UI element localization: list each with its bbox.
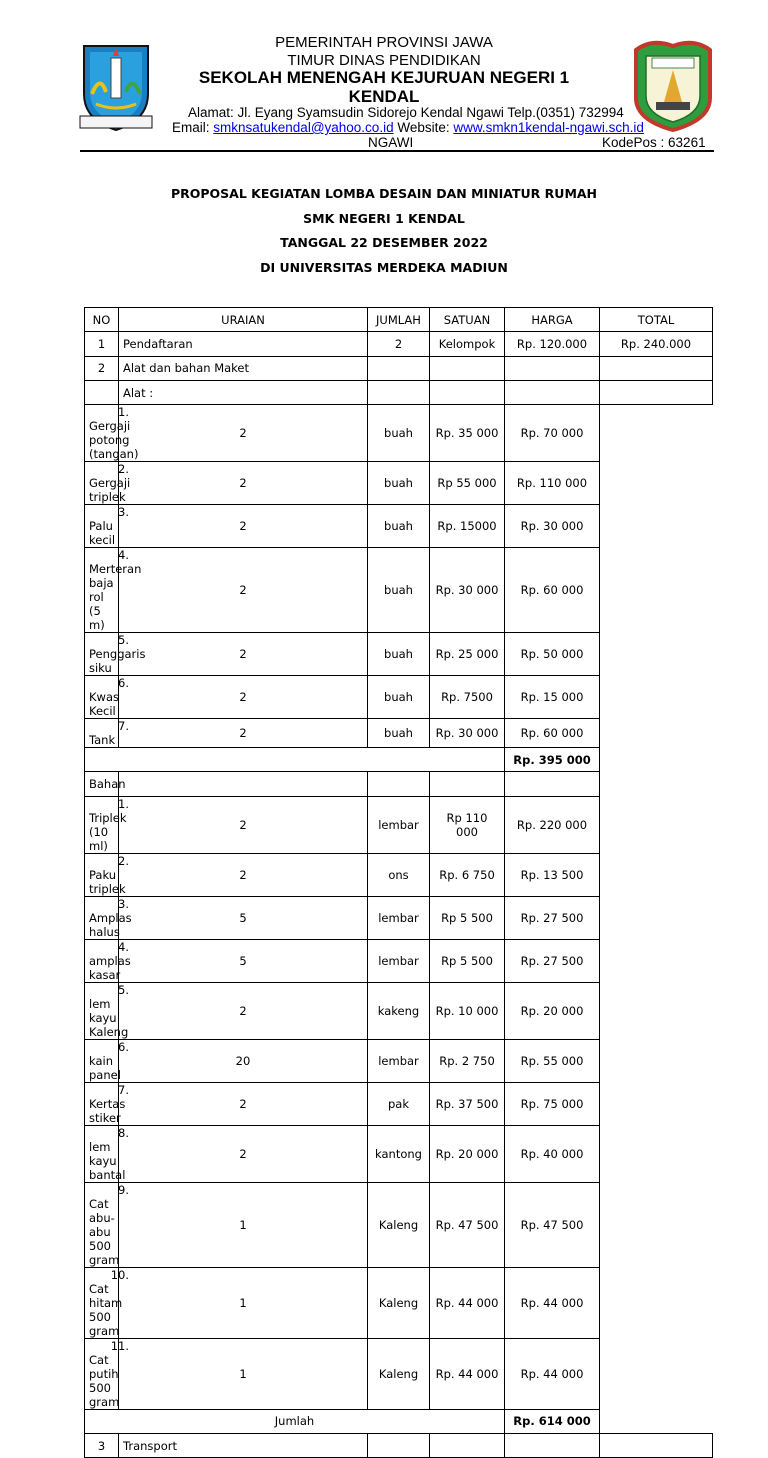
item-jumlah: 1 [119, 1182, 368, 1267]
item-uraian [85, 633, 146, 676]
item-total: Rp. 60 000 [505, 719, 600, 748]
item-jumlah: 2 [119, 548, 368, 633]
item-total: Rp. 15 000 [505, 676, 600, 719]
item-number: 4. [118, 548, 129, 563]
item-satuan: buah [368, 462, 430, 505]
item-uraian [85, 676, 129, 719]
bahan-item-row [85, 896, 713, 939]
item-satuan: buah [368, 719, 430, 748]
table-row [85, 332, 713, 356]
bahan-items [85, 796, 713, 1409]
item-harga: Rp. 44 000 [430, 1338, 505, 1409]
item-jumlah: 2 [119, 796, 368, 853]
item-jumlah: 5 [119, 939, 368, 982]
item-jumlah: 2 [119, 633, 368, 676]
header-harga: HARGA [505, 308, 600, 332]
item-jumlah: 1 [119, 1338, 368, 1409]
jumlah-label: Jumlah [85, 1409, 505, 1433]
row-no: 2 [85, 356, 119, 380]
item-number: 7. [118, 719, 129, 734]
school-name: SEKOLAH MENENGAH KEJURUAN NEGERI 1 [198, 68, 570, 87]
item-satuan: kakeng [368, 982, 430, 1039]
item-total: Rp. 27 500 [505, 939, 600, 982]
item-description: Cat putih 500 gram [89, 1352, 120, 1409]
header-no: NO [85, 308, 119, 332]
proposal-school: SMK NEGERI 1 KENDAL [303, 211, 465, 226]
item-description: Gergaji triplek [89, 476, 131, 505]
bahan-item-row [85, 939, 713, 982]
item-satuan: buah [368, 405, 430, 462]
row-uraian: Pendaftaran [119, 332, 368, 356]
item-description: Palu kecil [89, 519, 116, 548]
item-total: Rp. 50 000 [505, 633, 600, 676]
item-total: Rp. 60 000 [505, 548, 600, 633]
item-jumlah: 2 [119, 982, 368, 1039]
letterhead [0, 0, 768, 160]
item-harga: Rp 5 500 [430, 896, 505, 939]
item-uraian [85, 462, 131, 505]
item-number: 2. [118, 853, 129, 868]
item-jumlah: 2 [119, 505, 368, 548]
budget-table [84, 307, 713, 1458]
item-total: Rp. 40 000 [505, 1125, 600, 1182]
item-total: Rp. 27 500 [505, 896, 600, 939]
jumlah-row [85, 1409, 713, 1433]
item-harga: Rp. 20 000 [430, 1125, 505, 1182]
item-uraian [85, 719, 129, 748]
table-row [85, 772, 713, 796]
table-row [85, 1434, 713, 1458]
item-jumlah: 2 [119, 676, 368, 719]
item-number: 9. [118, 1182, 129, 1197]
item-uraian [85, 1082, 129, 1125]
item-total: Rp. 75 000 [505, 1082, 600, 1125]
bahan-item-row [85, 1182, 713, 1267]
bahan-item-row [85, 1267, 713, 1338]
item-uraian [85, 1267, 129, 1338]
item-number: 2. [118, 462, 129, 477]
alat-label: Alat : [119, 380, 368, 404]
email-link[interactable]: smknsatukendal@yahoo.co.id [213, 120, 394, 135]
item-satuan: pak [368, 1082, 430, 1125]
item-satuan: lembar [368, 1039, 430, 1082]
header-satuan: SATUAN [430, 308, 505, 332]
item-harga: Rp. 30 000 [430, 719, 505, 748]
item-uraian [85, 548, 142, 633]
school-location: KENDAL [348, 87, 420, 106]
item-satuan: Kaleng [368, 1267, 430, 1338]
city: NGAWI [368, 135, 414, 150]
website-label: Website: [393, 120, 454, 135]
item-satuan: lembar [368, 939, 430, 982]
school-logo-icon [632, 36, 714, 132]
item-jumlah: 2 [119, 1082, 368, 1125]
item-satuan: buah [368, 676, 430, 719]
item-total: Rp. 70 000 [505, 405, 600, 462]
bahan-item-row [85, 796, 713, 853]
item-uraian [85, 1039, 129, 1082]
item-total: Rp. 110 000 [505, 462, 600, 505]
alat-item-row [85, 405, 713, 462]
row-satuan: Kelompok [430, 332, 505, 356]
item-total: Rp. 44 000 [505, 1338, 600, 1409]
item-jumlah: 1 [119, 1267, 368, 1338]
item-total: Rp. 220 000 [505, 796, 600, 853]
school-address: Alamat: Jl. Eyang Syamsudin Sidorejo Kendal Ngawi Telp.(0351) 732994 [188, 105, 624, 120]
item-satuan: Kaleng [368, 1338, 430, 1409]
item-jumlah: 5 [119, 896, 368, 939]
item-uraian [85, 405, 139, 462]
alat-subtotal: Rp. 395 000 [505, 748, 600, 772]
department-line: TIMUR DINAS PENDIDIKAN [287, 52, 481, 69]
proposal-venue: DI UNIVERSITAS MERDEKA MADIUN [260, 260, 508, 275]
email-label: Email: [172, 120, 214, 135]
item-description: Amplas halus [89, 910, 132, 939]
alat-item-row [85, 676, 713, 719]
merged-no-cell [85, 380, 119, 404]
item-description: Penggaris siku [89, 647, 146, 676]
item-total: Rp. 13 500 [505, 853, 600, 896]
item-satuan: buah [368, 633, 430, 676]
item-harga: Rp. 15000 [430, 505, 505, 548]
item-jumlah: 20 [119, 1039, 368, 1082]
item-satuan: lembar [368, 896, 430, 939]
item-description: lem kayu bantal [89, 1139, 126, 1182]
item-number: 1. [118, 405, 129, 420]
item-harga: Rp. 25 000 [430, 633, 505, 676]
item-description: Cat abu-abu 500 gram [89, 1196, 120, 1267]
row-total: Rp. 240.000 [600, 332, 713, 356]
alat-item-row [85, 719, 713, 748]
item-number: 3. [118, 896, 129, 911]
bahan-item-row [85, 853, 713, 896]
item-jumlah: 2 [119, 462, 368, 505]
letterhead-divider [80, 150, 714, 152]
bahan-item-row [85, 1082, 713, 1125]
item-harga: Rp 5 500 [430, 939, 505, 982]
item-uraian [85, 505, 129, 548]
alat-item-row [85, 505, 713, 548]
item-uraian [85, 939, 131, 982]
item-satuan: buah [368, 505, 430, 548]
item-harga: Rp 55 000 [430, 462, 505, 505]
item-number: 3. [118, 505, 129, 520]
item-number: 8. [118, 1125, 129, 1140]
jumlah-total: Rp. 614 000 [505, 1409, 600, 1433]
item-jumlah: 2 [119, 853, 368, 896]
item-description: Merteran baja rol (5 m) [89, 562, 142, 633]
item-number: 6. [118, 676, 129, 691]
government-line: PEMERINTAH PROVINSI JAWA [275, 34, 493, 51]
alat-item-row [85, 633, 713, 676]
item-harga: Rp. 10 000 [430, 982, 505, 1039]
website-link[interactable]: www.smkn1kendal-ngawi.sch.id [453, 120, 644, 135]
item-description: Tank [89, 733, 116, 748]
row-uraian: Transport [119, 1434, 368, 1458]
item-satuan: lembar [368, 796, 430, 853]
item-description: Gergaji potong (tangan) [89, 419, 139, 462]
alat-item-row [85, 548, 713, 633]
item-total: Rp. 30 000 [505, 505, 600, 548]
item-uraian [85, 1338, 129, 1409]
item-harga: Rp. 37 500 [430, 1082, 505, 1125]
item-uraian [85, 796, 129, 853]
item-satuan: buah [368, 548, 430, 633]
item-total: Rp. 20 000 [505, 982, 600, 1039]
item-description: Kwas Kecil [89, 690, 119, 719]
item-satuan: Kaleng [368, 1182, 430, 1267]
item-harga: Rp. 7500 [430, 676, 505, 719]
header-total: TOTAL [600, 308, 713, 332]
item-number: 4. [118, 939, 129, 954]
proposal-title: PROPOSAL KEGIATAN LOMBA DESAIN DAN MINIATUR RUMAH [170, 186, 598, 201]
item-description: Cat hitam 500 gram [89, 1281, 123, 1338]
item-number: 5. [118, 982, 129, 997]
item-jumlah: 2 [119, 1125, 368, 1182]
row-harga: Rp. 120.000 [505, 332, 600, 356]
header-jumlah: JUMLAH [368, 308, 430, 332]
row-jumlah: 2 [368, 332, 430, 356]
item-harga: Rp. 2 750 [430, 1039, 505, 1082]
table-row [85, 380, 713, 404]
item-uraian [85, 1125, 129, 1182]
contact-line [172, 120, 644, 135]
item-satuan: ons [368, 853, 430, 896]
item-harga: Rp. 6 750 [430, 853, 505, 896]
item-description: lem kayu Kaleng [89, 996, 129, 1039]
alat-items [85, 405, 713, 748]
item-total: Rp. 44 000 [505, 1267, 600, 1338]
item-total: Rp. 55 000 [505, 1039, 600, 1082]
item-number: 5. [118, 633, 129, 648]
row-no: 3 [85, 1434, 119, 1458]
item-jumlah: 2 [119, 719, 368, 748]
item-harga: Rp 110 000 [430, 796, 505, 853]
item-description: Triplek (10 ml) [89, 810, 127, 853]
bahan-item-row [85, 1338, 713, 1409]
item-description: kain panel [89, 1053, 121, 1082]
item-number: 6. [118, 1039, 129, 1054]
header-uraian: URAIAN [119, 308, 368, 332]
item-number: 10. [110, 1267, 129, 1282]
proposal-date: TANGGAL 22 DESEMBER 2022 [280, 235, 488, 250]
bahan-item-row [85, 1039, 713, 1082]
bahan-item-row [85, 1125, 713, 1182]
item-harga: Rp. 44 000 [430, 1267, 505, 1338]
item-harga: Rp. 30 000 [430, 548, 505, 633]
item-uraian [85, 853, 129, 896]
row-no: 1 [85, 332, 119, 356]
item-uraian [85, 1182, 129, 1267]
bahan-label: Bahan [85, 772, 119, 796]
item-description: Paku triplek [89, 867, 126, 896]
row-uraian: Alat dan bahan Maket [119, 356, 368, 380]
item-number: 11. [110, 1338, 129, 1353]
item-satuan: kantong [368, 1125, 430, 1182]
item-jumlah: 2 [119, 405, 368, 462]
item-description: Kertas stiker [89, 1096, 126, 1125]
item-harga: Rp. 35 000 [430, 405, 505, 462]
item-harga: Rp. 47 500 [430, 1182, 505, 1267]
table-row [85, 356, 713, 380]
alat-item-row [85, 462, 713, 505]
item-number: 1. [118, 796, 129, 811]
item-description: amplas kasar [89, 953, 131, 982]
item-total: Rp. 47 500 [505, 1182, 600, 1267]
item-uraian [85, 896, 132, 939]
alat-subtotal-row [85, 748, 713, 772]
item-uraian [85, 982, 129, 1039]
item-number: 7. [118, 1082, 129, 1097]
table-header-row [85, 308, 713, 332]
postal-code: KodePos : 63261 [602, 135, 706, 150]
bahan-item-row [85, 982, 713, 1039]
